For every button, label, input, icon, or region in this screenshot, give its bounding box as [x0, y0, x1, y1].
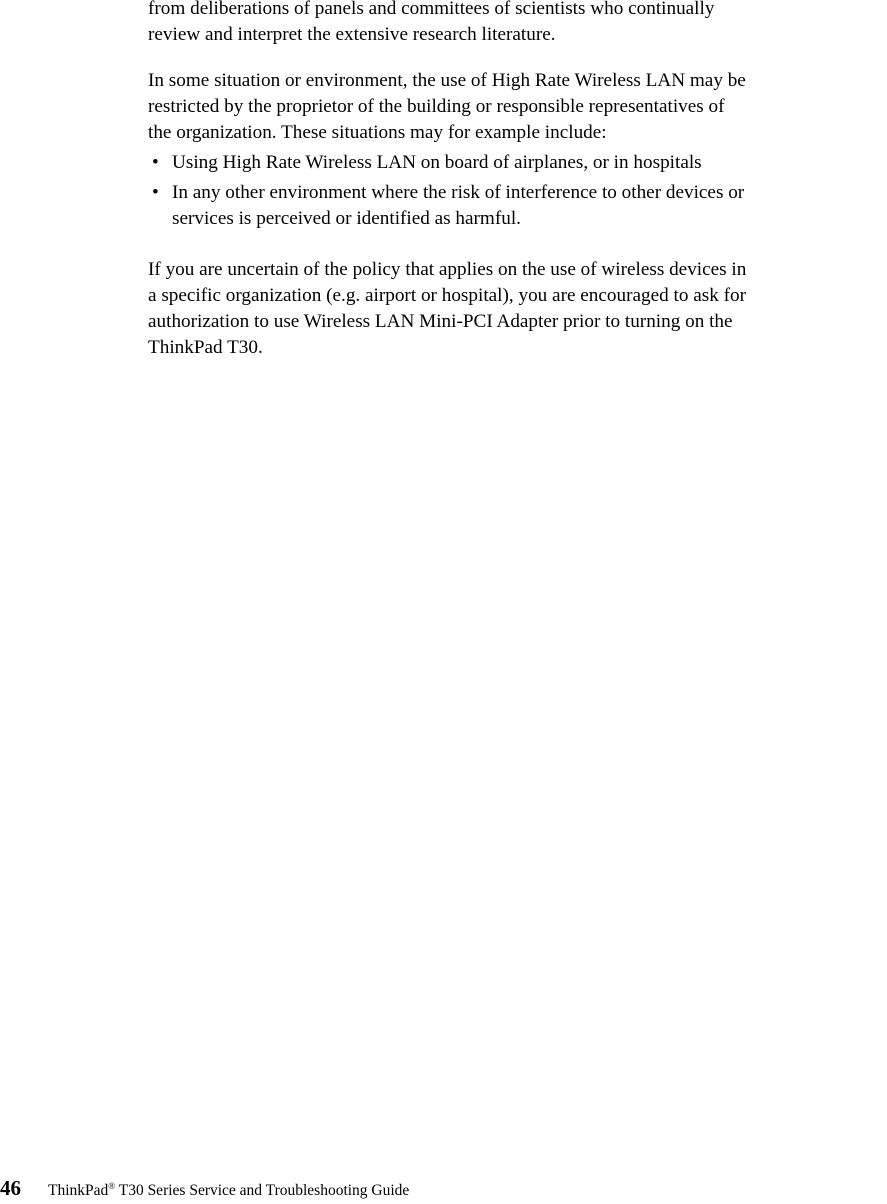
guide-title: T30 Series Service and Troubleshooting Guide	[115, 1182, 410, 1199]
paragraph-restrictions	[148, 68, 746, 146]
text-line: services is perceived or identified as harmful.	[172, 208, 521, 229]
text-line: In some situation or environment, the use of High Rate Wireless LAN may be	[148, 70, 746, 91]
paragraph-policy	[148, 257, 746, 361]
text-line: from deliberations of panels and committees of scientists who continually	[148, 0, 715, 19]
brand-name: ThinkPad	[48, 1182, 109, 1199]
text-line: a specific organization (e.g. airport or hospital), you are encouraged to ask for	[148, 285, 746, 306]
text-line: ThinkPad T30.	[148, 337, 263, 358]
page-number: 46	[0, 1176, 21, 1200]
bullet-list	[148, 150, 744, 232]
registered-mark: ®	[108, 1181, 116, 1191]
text-line: Using High Rate Wireless LAN on board of airplanes, or in hospitals	[172, 152, 702, 173]
text-line: review and interpret the extensive research literature.	[148, 24, 556, 45]
text-line: In any other environment where the risk of interference to other devices or	[172, 182, 745, 203]
text-line: authorization to use Wireless LAN Mini-PCI Adapter prior to turning on the	[148, 311, 733, 332]
bullet-marker: •	[152, 152, 159, 173]
text-line: If you are uncertain of the policy that applies on the use of wireless devices in	[148, 259, 747, 280]
paragraph-continuation	[148, 0, 714, 48]
list-item	[148, 180, 744, 232]
text-line: restricted by the proprietor of the building or responsible representatives of	[148, 96, 725, 117]
list-item	[148, 150, 744, 176]
running-footer-title	[48, 1181, 409, 1200]
bullet-marker: •	[152, 182, 159, 203]
text-line: the organization. These situations may for example include:	[148, 122, 607, 143]
